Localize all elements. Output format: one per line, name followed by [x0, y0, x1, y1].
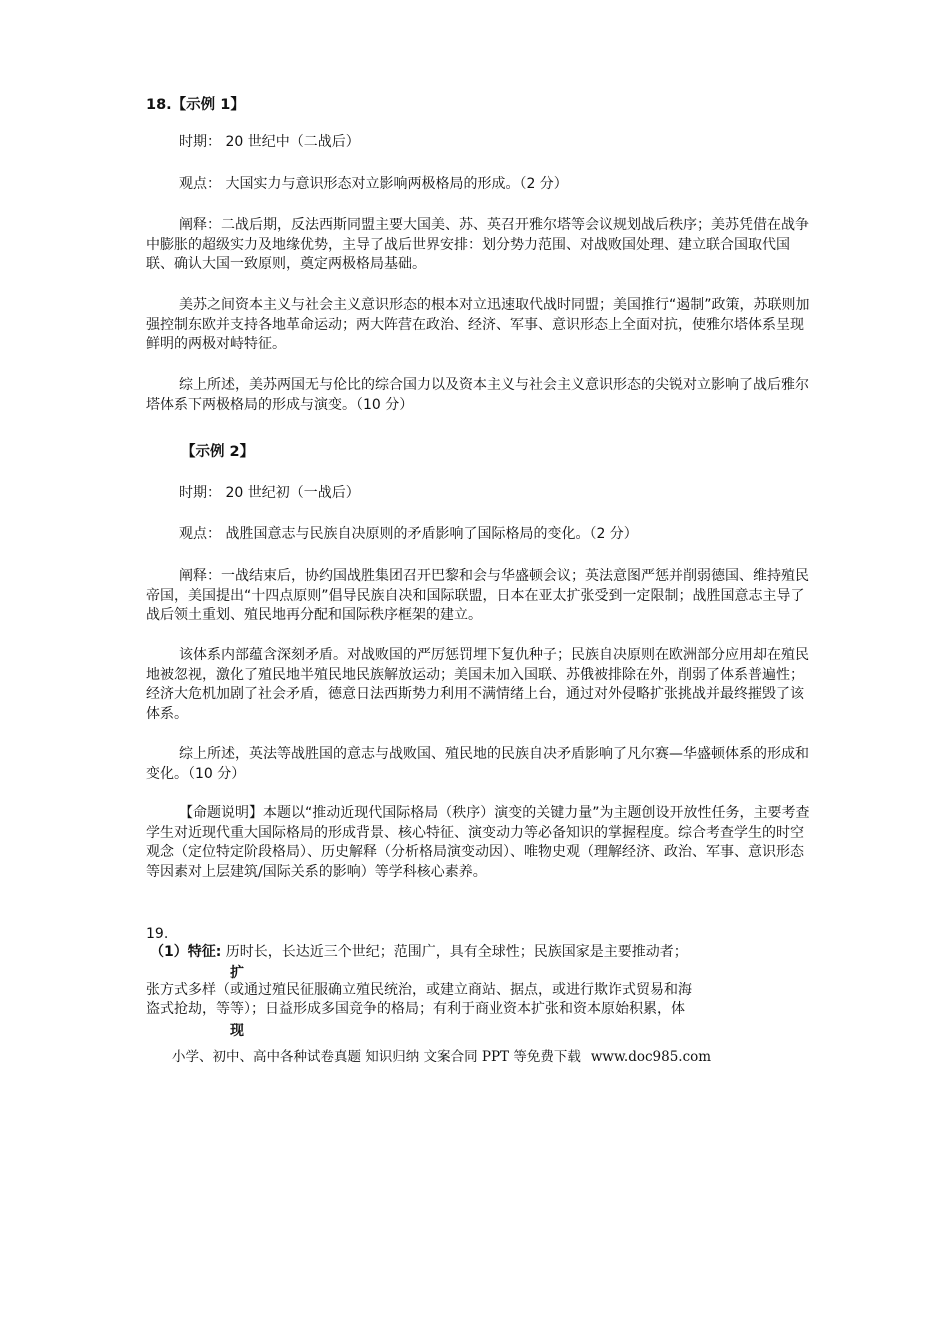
- wrap-fragment-1: 扩: [230, 965, 244, 981]
- wrap-fragment-2: 现: [230, 1023, 244, 1039]
- example1-explanation-2: 美苏之间资本主义与社会主义意识形态的根本对立迅速取代战时同盟；美国推行“遏制”政策，苏联则加强控制东欧并支持各地革命运动；两大阵营在政治、经济、军事、意识形态上全面对抗，使雅尔塔体系呈现鲜明的两极对峙特征。: [146, 297, 810, 352]
- question-19-line-2: 张方式多样（或通过殖民征服确立殖民统治，或建立商站、据点，或进行欺诈式贸易和海: [146, 982, 692, 998]
- example2-conclusion: 综上所述，英法等战胜国的意志与战败国、殖民地的民族自决矛盾影响了凡尔赛—华盛顿体系的形成和变化。（10 分）: [146, 746, 809, 782]
- example1-period: 时期： 20 世纪中（二战后）: [179, 134, 360, 150]
- footer-url[interactable]: www.doc985.com: [590, 1049, 712, 1065]
- proposition-note: 【命题说明】本题以“推动近现代国际格局（秩序）演变的关键力量”为主题创设开放性任务，主要考查学生对近现代重大国际格局的形成背景、核心特征、演变动力等必备知识的掌握程度。综合考查学生的时空观念（定位特定阶段格局）、历史解释（分析格局演变动因）、唯物史观（理解经济、政治、军事、意识形态等因素对上层建筑/国际关系的影响）等学科核心素养。: [146, 805, 810, 880]
- example1-conclusion: 综上所述，美苏两国无与伦比的综合国力以及资本主义与社会主义意识形态的尖锐对立影响了战后雅尔塔体系下两极格局的形成与演变。（10 分）: [146, 377, 809, 413]
- example2-title: 【示例 2】: [181, 444, 255, 460]
- feature-label: （1）特征:: [150, 944, 222, 960]
- question-19-line-3: 盗式抢劫，等等）；日益形成多国竞争的格局；有利于商业资本扩张和资本原始积累，体: [146, 1001, 685, 1017]
- example2-explanation-2: 该体系内部蕴含深刻矛盾。对战败国的严厉惩罚埋下复仇种子；民族自决原则在欧洲部分应用却在殖民地被忽视，激化了殖民地半殖民地民族解放运动；美国未加入国联、苏俄被排除在外，削弱了体系普遍性；经济大危机加剧了社会矛盾，德意日法西斯势力利用不满情绪上台，通过对外侵略扩张挑战并最终摧毁了该体系。: [146, 647, 809, 722]
- example1-explanation-1: 阐释：二战后期，反法西斯同盟主要大国美、苏、英召开雅尔塔等会议规划战后秩序；美苏凭借在战争中膨胀的超级实力及地缘优势，主导了战后世界安排：划分势力范围、对战败国处理、建立联合国取代国联、确认大国一致原则，奠定两极格局基础。: [146, 217, 809, 272]
- footer: [172, 1045, 711, 1065]
- example2-explanation-1: 阐释：一战结束后，协约国战胜集团召开巴黎和会与华盛顿会议；英法意图严惩并削弱德国、维持殖民帝国，美国提出“十四点原则”倡导民族自决和国际联盟，日本在亚太扩张受到一定限制；战胜国意志主导了战后领土重划、殖民地再分配和国际秩序框架的建立。: [146, 568, 809, 623]
- feature-text-1: 历时长，长达近三个世纪；范围广，具有全球性；民族国家是主要推动者；: [225, 944, 688, 960]
- question-19-number: 19.: [146, 926, 169, 942]
- example2-view: 观点： 战胜国意志与民族自决原则的矛盾影响了国际格局的变化。（2 分）: [179, 526, 638, 542]
- question-19-line-1: [150, 943, 688, 962]
- example2-period: 时期： 20 世纪初（一战后）: [179, 485, 360, 501]
- example1-view: 观点： 大国实力与意识形态对立影响两极格局的形成。（2 分）: [179, 176, 568, 192]
- question-18-title: 18.【示例 1】: [146, 97, 245, 113]
- footer-text: 小学、初中、高中各种试卷真题 知识归纳 文案合同 PPT 等免费下载: [172, 1049, 581, 1065]
